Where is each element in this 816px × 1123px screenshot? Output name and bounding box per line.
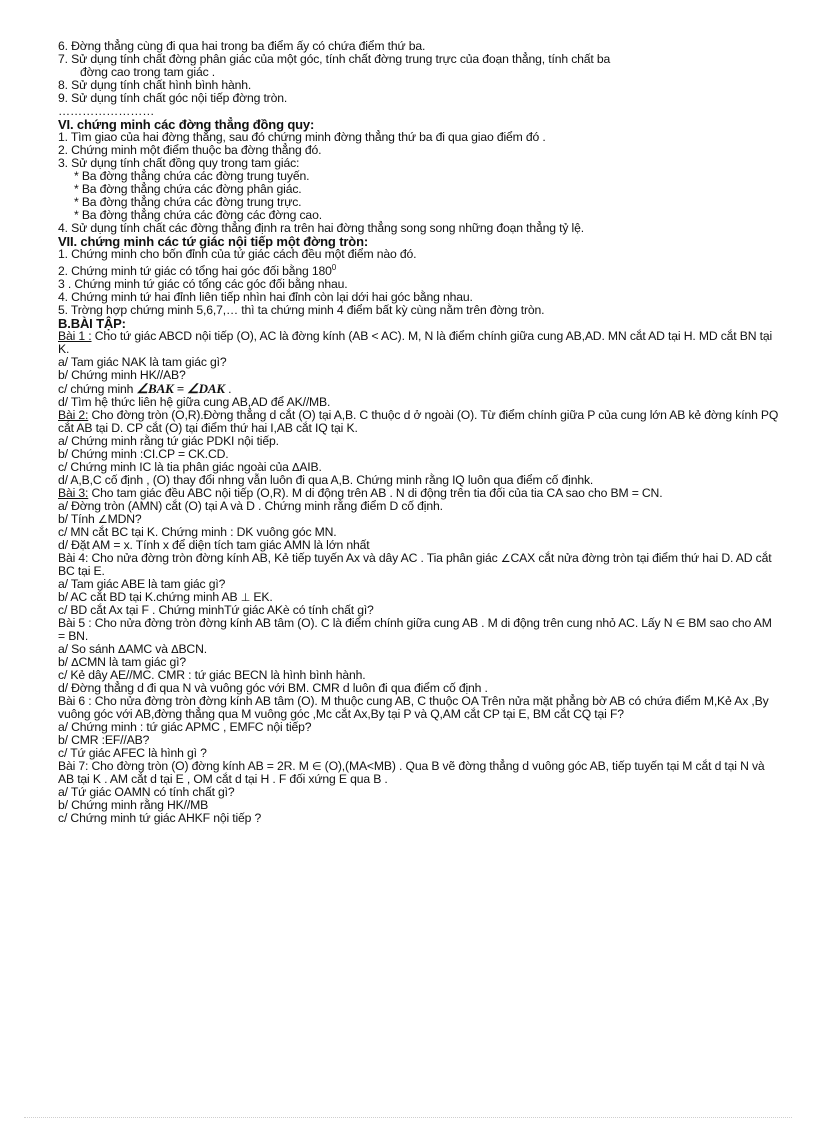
item-9: 9. Sử dụng tính chất góc nội tiếp đờng tròn. (58, 91, 288, 105)
exercise-1-c (58, 382, 780, 396)
bullet-bisector: * Ba đờng thẳng chứa các đờng phân giác. (74, 182, 302, 196)
exercise-1 (58, 330, 780, 356)
dotted-separator: …………………… (58, 104, 155, 118)
section-vii-item-4: 4. Chứng minh tứ hai đỉnh liên tiếp nhìn hai đỉnh còn lại dới hai góc bằng nhau. (58, 290, 473, 305)
section-vi-item-1: 1. Tìm giao của hai đờng thẳng, sau đó chứng minh đờng thẳng thứ ba đi qua giao điểm đó . (58, 130, 546, 144)
section-vi-item-3: 3. Sử dụng tính chất đồng quy trong tam giác: (58, 156, 300, 170)
triangle-symbol: Δ (171, 643, 179, 657)
exercise-1-a: a/ Tam giác NAK là tam giác gì? (58, 355, 227, 370)
item-6: 6. Đờng thẳng cùng đi qua hai trong ba điểm ấy có chứa điểm thứ ba. (58, 39, 426, 53)
exercise-4-text-end: CAX cắt nửa đờng tròn tại điểm thứ hai D. AD cắt BC tại E. (58, 551, 772, 579)
perpendicular-symbol: ⊥ (240, 591, 251, 605)
section-vii-item-2-text: 2. Chứng minh tứ giác có tổng hai góc đối bằng 180 (58, 264, 332, 279)
angle-symbol: ∠ (500, 552, 511, 566)
exercise-5-d: d/ Đờng thẳng d đi qua N và vuông góc với BM. CMR d luôn đi qua điểm cố định . (58, 681, 488, 696)
exercise-5-b-end: CMN là tam giác gì? (78, 655, 187, 670)
exercise-6-a: a/ Chứng minh : tứ giác APMC , EMFC nội tiếp? (58, 720, 312, 735)
exercise-1-d: d/ Tìm hệ thức liên hệ giữa cung AB,AD để AK//MB. (58, 395, 331, 410)
exercise-7-text-end: (O),(MA<MB) . Qua B vẽ đờng thẳng d vuông góc AB, tiếp tuyến tại M cắt d tại N và AB tại K . AM cắt d tại E , OM cắt d tại H . F đối xứng E qua B . (58, 759, 765, 787)
exercise-3-label: Bài 3: (58, 486, 89, 501)
exercise-4-b-text: b/ AC cắt BD tại K.chứng minh AB (58, 590, 241, 605)
exercise-5-a-mid: AMC và (125, 642, 172, 657)
section-vii-heading: VII. chứng minh các tứ giác nội tiếp một đờng tròn: (58, 234, 369, 249)
exercise-2-c-text: c/ Chứng minh IC là tia phân giác ngoài của (58, 460, 292, 475)
exercise-5-a-text: a/ So sánh (58, 642, 119, 657)
exercise-7-c: c/ Chứng minh tứ giác AHKF nội tiếp ? (58, 811, 262, 826)
exercise-2-d: d/ A,B,C cố định , (O) thay đổi nhng vẫn luôn đi qua A,B. Chứng minh rằng IQ luôn qua điểm cố địnhk. (58, 473, 594, 488)
triangle-symbol: Δ (71, 656, 79, 670)
document-page (58, 40, 780, 825)
exercise-5 (58, 617, 780, 643)
exercise-5-b-text: b/ (58, 655, 72, 670)
exercise-7-a: a/ Tứ giác OAMN có tính chất gì? (58, 785, 235, 800)
exercise-4 (58, 552, 780, 578)
bullet-perpendicular-bisector: * Ba đờng thẳng chứa các đờng trung trực. (74, 195, 302, 209)
exercise-3-text: Cho tam giác đều ABC nội tiếp (O,R). M di động trên AB . N di động trên tia đối của tia CA sao cho BM = CN. (88, 486, 663, 501)
exercise-5-c: c/ Kẻ dây AE//MC. CMR : tứ giác BECN là hình bình hành. (58, 668, 366, 683)
section-vi-item-2: 2. Chứng minh một điểm thuộc ba đờng thẳng đó. (58, 143, 322, 157)
element-of-symbol: ∈ (311, 760, 322, 774)
triangle-symbol: Δ (291, 461, 300, 475)
exercise-3-d: d/ Đặt AM = x. Tính x để diện tích tam giác AMN là lớn nhất (58, 538, 370, 553)
element-of-symbol: ∈ (675, 617, 686, 631)
item-8: 8. Sử dụng tính chất hình bình hành. (58, 78, 252, 92)
section-vi-heading: VI. chứng minh các đờng thẳng đồng quy: (58, 117, 315, 132)
exercise-3-b-text: b/ Tính (58, 512, 98, 527)
exercise-5-text: Bài 5 : Cho nửa đờng tròn đờng kính AB tâm (O). C là điểm chính giữa cung AB . M di động trên cung nhỏ AC. Lấy N (58, 616, 676, 631)
exercise-1-b: b/ Chứng minh HK//AB? (58, 368, 186, 383)
exercise-5-text-end: BM sao cho AM = BN. (58, 616, 772, 644)
triangle-symbol: Δ (118, 643, 126, 657)
exercise-6-b: b/ CMR :EF//AB? (58, 733, 150, 748)
exercise-6-c: c/ Tứ giác AFEC là hình gì ? (58, 746, 207, 761)
item-7: 7. Sử dụng tính chất đờng phân giác của một góc, tính chất đờng trung trực của đoạn thẳng, tính chất ba (58, 52, 611, 66)
exercise-1-c-end: . (224, 382, 232, 397)
angle-symbol: ∠ (97, 513, 108, 527)
section-vii-item-2 (58, 261, 780, 278)
exercise-2 (58, 409, 780, 435)
exercise-3-b-end: MDN? (107, 512, 142, 527)
exercises-heading: B.BÀI TẬP: (58, 316, 126, 332)
bullet-altitude: * Ba đờng thẳng chứa các đờng các đờng cao. (74, 208, 322, 222)
exercise-3-a: a/ Đờng tròn (AMN) cắt (O) tại A và D . Chứng minh rằng điểm D cố định. (58, 499, 443, 514)
exercise-1-label: Bài 1 : (58, 329, 92, 344)
section-vi-item-4: 4. Sử dụng tính chất các đờng thẳng định ra trên hai đờng thẳng song song những đoạn thẳng tỷ lệ. (58, 221, 584, 235)
section-vii-item-3: 3 . Chứng minh tứ giác có tổng các góc đối bằng nhau. (58, 277, 348, 292)
exercise-4-a: a/ Tam giác ABE là tam giác gì? (58, 577, 226, 592)
exercise-7-text: Bài 7: Cho đờng tròn (O) đờng kính AB = 2R. M (58, 759, 312, 774)
section-vii-item-1: 1. Chứng minh cho bốn đỉnh của tứ giác cách đều một điểm nào đó. (58, 247, 417, 261)
degree-superscript: 0 (331, 263, 337, 272)
exercise-7-b: b/ Chứng minh rằng HK//MB (58, 798, 209, 813)
exercise-4-text: Bài 4: Cho nửa đờng tròn đờng kính AB, Kẻ tiếp tuyến Ax và dây AC . Tia phân giác (58, 551, 501, 566)
exercise-1-text: Cho tứ giác ABCD nội tiếp (O), AC là đờng kính (AB < AC). M, N là điểm chính giữa cung AB,AD. MN cắt AD tại H. MD cắt BN tại K. (58, 329, 773, 357)
exercise-5-a-end: BCN. (178, 642, 207, 657)
exercise-2-b: b/ Chứng minh :CI.CP = CK.CD. (58, 447, 229, 462)
exercise-2-label: Bài 2: (58, 408, 89, 423)
exercise-7 (58, 760, 780, 786)
exercise-1-c-text: c/ chứng minh (58, 382, 137, 397)
exercise-3-c: c/ MN cắt BC tại K. Chứng minh : DK vuông góc MN. (58, 525, 337, 540)
page-bottom-rule (24, 1117, 792, 1118)
exercise-2-text: Cho đờng tròn (O,R).Đờng thẳng d cắt (O) tại A,B. C thuộc d ở ngoài (O). Từ điểm chính giữa P của cung lớn AB kẻ đờng kính PQ cắt AB tại D. CP cắt (O) tại điểm thứ hai I,AB cắt IQ tại K. (58, 408, 779, 436)
angle-equation: ∠BAK = ∠DAK (136, 381, 225, 397)
bullet-median: * Ba đờng thẳng chứa các đờng trung tuyến. (74, 169, 310, 183)
exercise-2-c-end: AIB. (299, 460, 322, 475)
exercise-2-a: a/ Chứng minh rằng tứ giác PDKI nội tiếp. (58, 434, 279, 449)
section-vii-item-5: 5. Trờng hợp chứng minh 5,6,7,… thì ta chứng minh 4 điểm bất kỳ cùng nằm trên đờng tròn. (58, 303, 545, 318)
exercise-6: Bài 6 : Cho nửa đờng tròn đờng kính AB tâm (O). M thuộc cung AB, C thuộc OA Trên nửa mặt phẳng bờ AB có chứa điểm M,Kẻ Ax ,By vuông góc với AB,đờng thẳng qua M vuông góc ,Mc cắt Ax,By tại P và Q,AM cắt CP tại E, BM cắt CQ tại F? (58, 694, 769, 722)
exercise-4-b-end: EK. (250, 590, 273, 605)
item-7-continued: đờng cao trong tam giác . (80, 65, 215, 79)
exercise-4-c: c/ BD cắt Ax tại F . Chứng minhTứ giác AKè có tính chất gì? (58, 603, 374, 618)
